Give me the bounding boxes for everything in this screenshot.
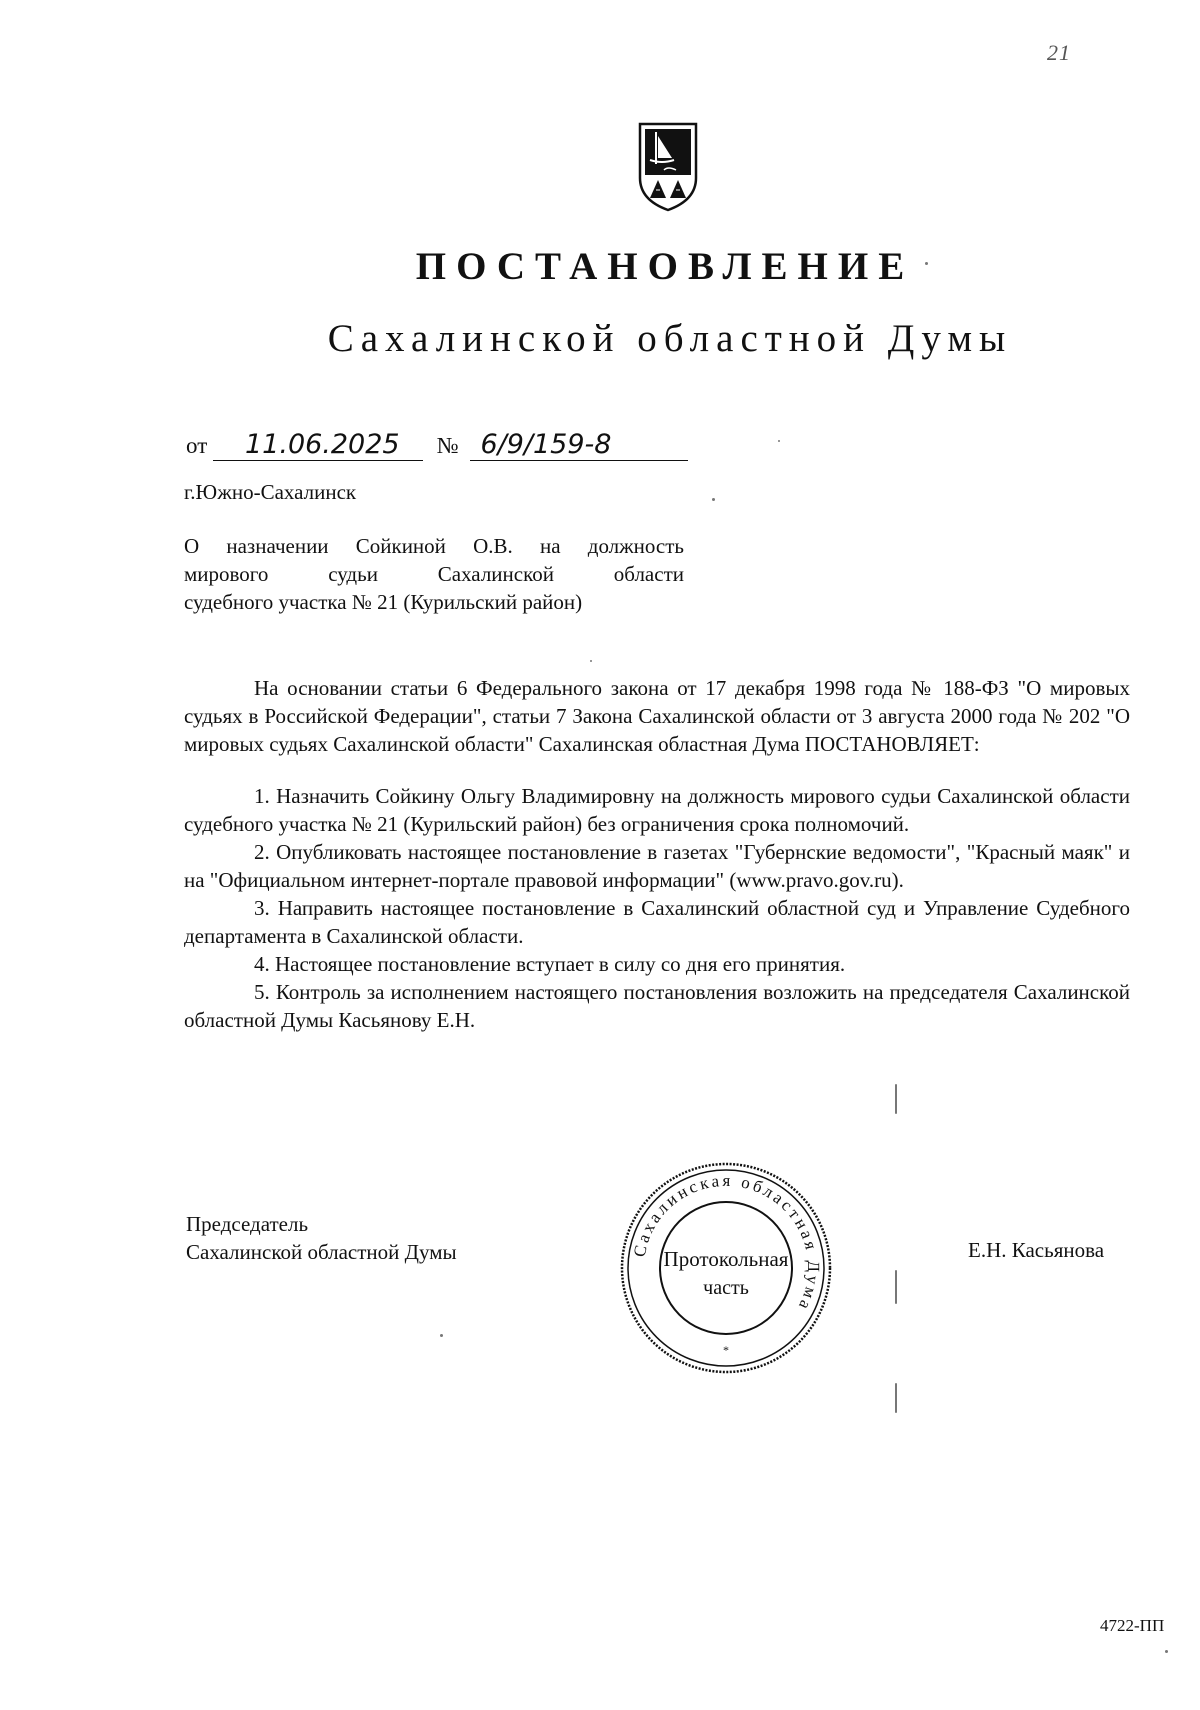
handwritten-number: 6/9/159-8 [470,430,688,461]
scan-speck [712,498,715,501]
preamble-paragraph: На основании статьи 6 Федерального закона от 17 декабря 1998 года № 188-ФЗ "О мировых судьях в Российской Федерации", статьи 7 Закона Сахалинской области от 3 августа 2000 года № 202 "О мировых судьях Сахалинской области" Сахалинская областная Дума ПОСТАНОВЛЯЕТ: [184,676,1130,756]
scan-speck [1165,1650,1168,1653]
date-prefix: от [186,433,208,458]
scan-streak [895,1084,897,1114]
document-code: 4722-ПП [1100,1616,1165,1635]
number-prefix: № [436,433,459,458]
item-2: 2. Опубликовать настоящее постановление в газетах "Губернские ведомости", "Красный маяк" и на "Официальном интернет-портале правовой информации" (www.pravo.gov.ru). [184,840,1130,892]
subject-line-1: О назначении Сойкиной О.В. на должность [184,534,684,558]
item-1: 1. Назначить Сойкину Ольгу Владимировну на должность мирового судьи Сахалинской области судебного участка № 21 (Курильский район) без ограничения срока полномочий. [184,784,1130,836]
seal-center-line-1: Протокольная [663,1247,789,1271]
position-line-2: Сахалинской областной Думы [186,1240,457,1264]
subject-block [184,532,684,616]
date-number-line [186,430,688,461]
item-5: 5. Контроль за исполнением настоящего постановления возложить на председателя Сахалинской областной Думы Касьянову Е.Н. [184,980,1130,1032]
scan-speck [778,440,780,442]
city-line: г.Южно-Сахалинск [184,480,357,504]
subject-line-3: судебного участка № 21 (Курильский район) [184,590,583,614]
handwritten-date: 11.06.2025 [213,430,423,461]
item-3: 3. Направить настоящее постановление в Сахалинский областной суд и Управление Судебного департамента в Сахалинской области. [184,896,1130,948]
issuer-subtitle: Сахалинской областной Думы [327,317,1013,360]
document-type-title: ПОСТАНОВЛЕНИЕ [415,245,915,288]
seal-center-line-2: часть [703,1277,749,1299]
signatory-position [186,1210,457,1266]
signatory-name: Е.Н. Касьянова [968,1238,1105,1262]
scan-streak [895,1383,897,1413]
scan-streak [895,1270,897,1304]
subject-line-2: мирового судьи Сахалинской области [184,562,684,586]
document-body [184,674,1130,1034]
scan-speck [590,660,592,662]
coat-of-arms-icon [636,120,700,212]
scan-speck [925,262,928,265]
seal-ring-text: Сахалинская областная Дума [629,1170,824,1316]
svg-text:*: * [723,1343,729,1357]
official-seal [616,1158,836,1378]
scan-speck [440,1334,443,1337]
page-number-mark: 21 [1047,40,1071,65]
item-4: 4. Настоящее постановление вступает в силу со дня его принятия. [254,952,846,976]
position-line-1: Председатель [186,1212,309,1236]
